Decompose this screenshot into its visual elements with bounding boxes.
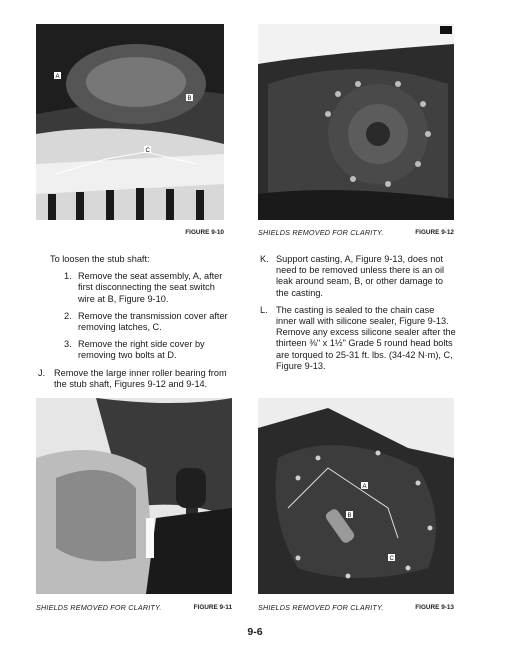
step-1: [64, 271, 228, 305]
step-2-number: 2.: [64, 310, 72, 321]
step-1-text: Remove the seat assembly, A, after first disconnecting the seat switch wire at B, Figure 9-10.: [78, 271, 223, 304]
step-k-text: Support casting, A, Figure 9-13, does not need to be removed unless there is an oil leak around seam, B, or other damage to the casting.: [276, 254, 445, 298]
step-j: [38, 367, 228, 390]
figure-9-11-note: SHIELDS REMOVED FOR CLARITY.: [36, 603, 162, 612]
step-k: [260, 254, 456, 299]
figure-9-12-caption: [258, 228, 454, 237]
figure-9-13-caption: [258, 603, 454, 612]
right-column-text: [260, 254, 456, 378]
figure-9-11-photo: [36, 398, 232, 594]
marker-a-label: A: [362, 484, 367, 490]
step-j-letter: J.: [38, 367, 46, 378]
step-l-text: The casting is sealed to the chain case inner wall with silicone sealer, Figure 9-13. Remove any excess silicone sealer after the thirteen ⅜" x 1½" Grade 5 round head bolts are torqued to 25-31 ft. lbs. (34-42 N·m), C, Figure 9-13.: [276, 304, 456, 371]
step-2-text: Remove the transmission cover after removing latches, C.: [78, 310, 228, 333]
marker-c-label: C: [145, 148, 150, 154]
step-2: [64, 311, 228, 333]
figure-9-12-photo: [258, 24, 454, 220]
figure-9-13-photo: [258, 398, 454, 594]
figure-9-11-caption: [36, 603, 232, 612]
figure-9-13-label: FIGURE 9-13: [415, 604, 454, 611]
step-1-number: 1.: [64, 271, 72, 282]
intro-text: To loosen the stub shaft:: [50, 254, 150, 264]
step-l-letter: L.: [260, 304, 268, 315]
step-3-number: 3.: [64, 339, 72, 350]
figure-9-10-label: FIGURE 9-10: [185, 229, 224, 236]
step-l: [260, 305, 456, 372]
step-k-letter: K.: [260, 254, 269, 264]
figure-9-11-label: FIGURE 9-11: [193, 604, 232, 611]
figure-9-12-note: SHIELDS REMOVED FOR CLARITY.: [258, 228, 384, 237]
marker-b-label: B: [187, 96, 192, 102]
left-column-text: [38, 254, 228, 396]
page-number: 9-6: [247, 626, 263, 638]
marker-c-label: C: [389, 556, 394, 562]
marker-a-label: A: [55, 74, 60, 80]
marker-b-label: B: [347, 513, 352, 519]
step-3-text: Remove the right side cover by removing two bolts at D.: [78, 339, 205, 361]
figure-9-10-photo: [36, 24, 224, 220]
figure-9-13-note: SHIELDS REMOVED FOR CLARITY.: [258, 603, 384, 612]
figure-9-12-label: FIGURE 9-12: [415, 229, 454, 236]
step-3: [64, 339, 228, 361]
step-j-text: Remove the large inner roller bearing from the stub shaft, Figures 9-12 and 9-14.: [54, 367, 227, 389]
